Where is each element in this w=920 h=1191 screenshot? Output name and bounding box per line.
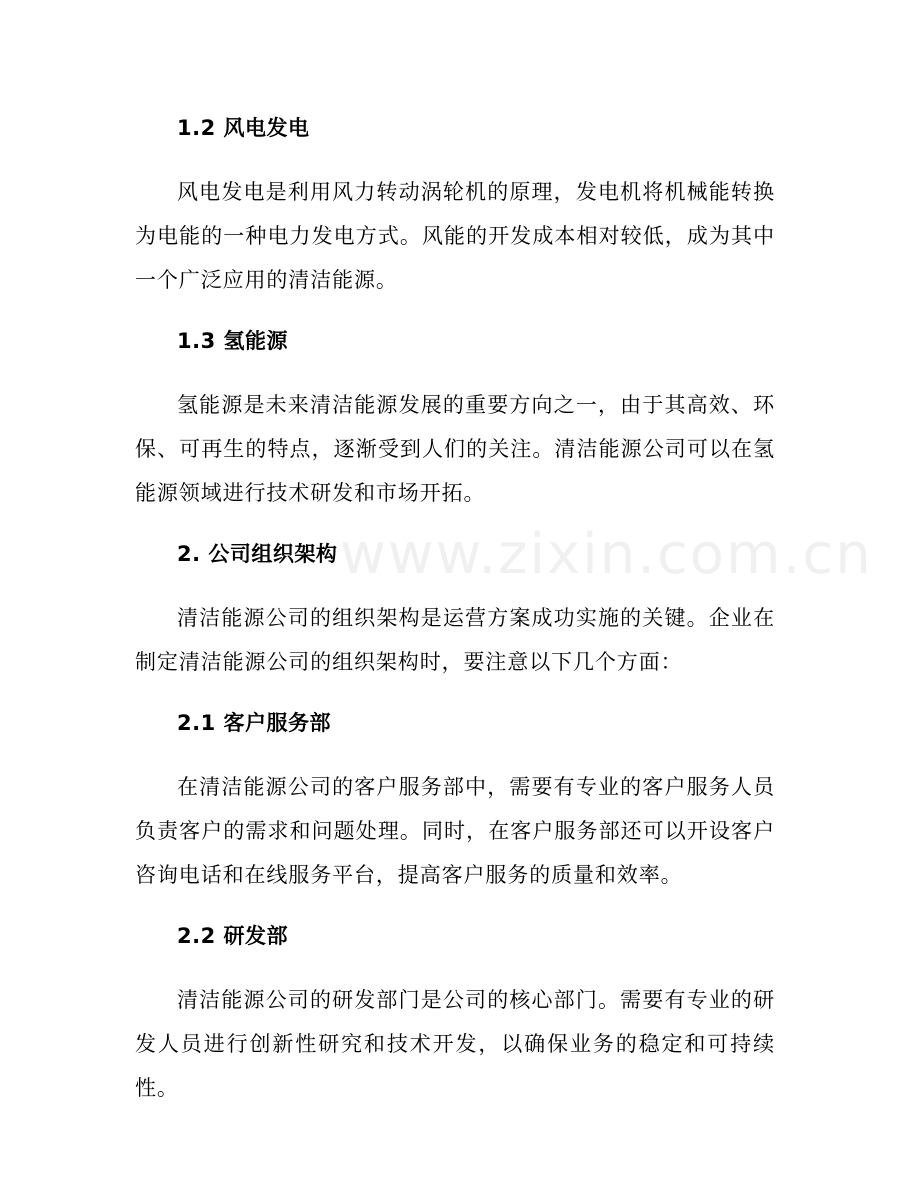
paragraph-rnd: 清洁能源公司的研发部门是公司的核心部门。需要有专业的研发人员进行创新性研究和技术开发，以确保业务的稳定和可持续性。 <box>135 988 775 1100</box>
paragraph-org-structure: 清洁能源公司的组织架构是运营方案成功实施的关键。企业在制定清洁能源公司的组织架构时，要注意以下几个方面： <box>135 606 775 674</box>
paragraph-customer-service: 在清洁能源公司的客户服务部中，需要有专业的客户服务人员负责客户的需求和问题处理。同时，在客户服务部还可以开设客户咨询电话和在线服务平台，提高客户服务的质量和效率。 <box>135 775 775 887</box>
paragraph-hydrogen-energy: 氢能源是未来清洁能源发展的重要方向之一，由于其高效、环保、可再生的特点，逐渐受到人们的关注。清洁能源公司可以在氢能源领域进行技术研发和市场开拓。 <box>135 393 775 505</box>
section-heading-2: 2. 公司组织架构 <box>177 542 338 566</box>
paragraph-wind-power: 风电发电是利用风力转动涡轮机的原理，发电机将机械能转换为电能的一种电力发电方式。风能的开发成本相对较低，成为其中一个广泛应用的清洁能源。 <box>135 180 775 292</box>
section-heading-1-3: 1.3 氢能源 <box>177 329 289 353</box>
section-heading-1-2: 1.2 风电发电 <box>177 116 310 140</box>
document-body <box>135 108 775 1129</box>
section-heading-2-1: 2.1 客户服务部 <box>177 711 332 735</box>
watermark: www.zixin.com.cn <box>340 522 873 587</box>
section-heading-2-2: 2.2 研发部 <box>177 924 289 948</box>
